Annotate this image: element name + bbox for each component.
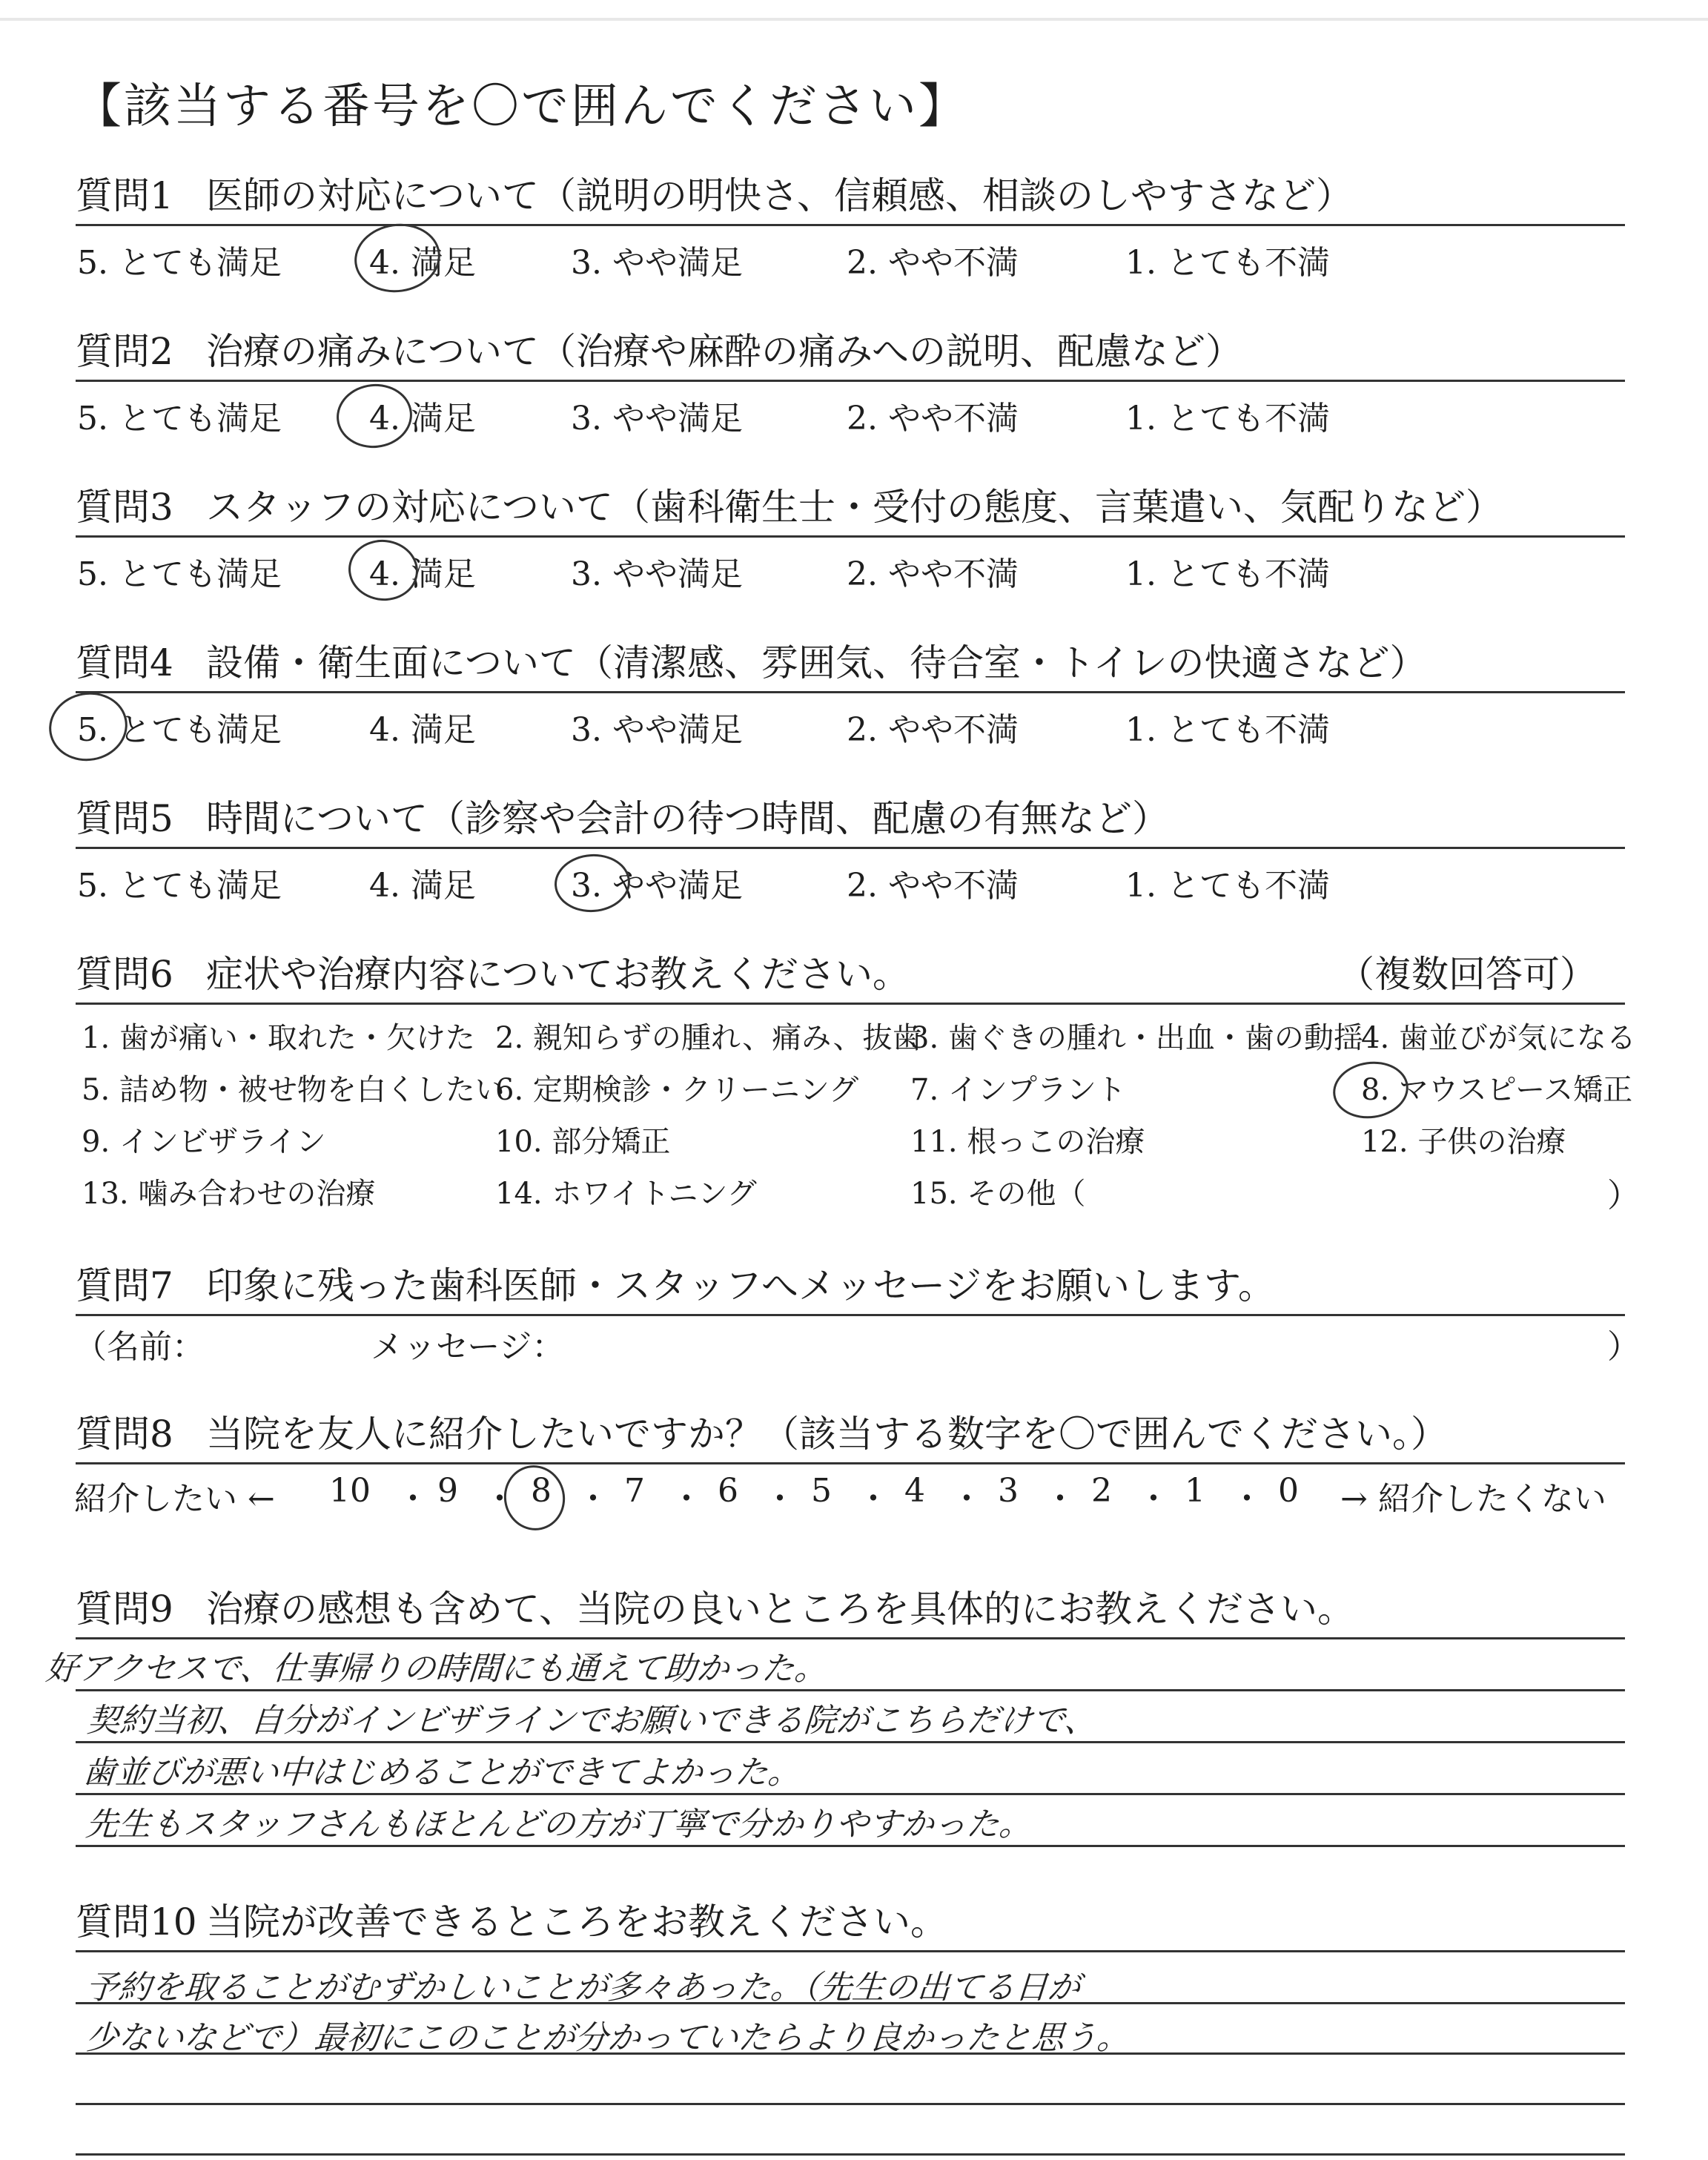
q4-option-4[interactable]: 4. 満足: [369, 711, 476, 749]
q5-option-5[interactable]: 5. とても満足: [77, 867, 282, 905]
question-2-text: 治療の痛みについて（治療や麻酔の痛みへの説明、配慮など）: [206, 330, 1242, 373]
q6-item-9[interactable]: 9. インビザライン: [82, 1125, 326, 1159]
q1-option-4[interactable]: 4. 満足: [369, 244, 476, 282]
page-heading: 【該当する番号を〇で囲んでください】: [74, 79, 968, 134]
q8-scale-dot: ・: [1044, 1480, 1076, 1518]
q10-writing-line: [76, 2103, 1625, 2105]
question-2-header: [76, 320, 1625, 382]
question-2-options: [0, 392, 1708, 436]
question-4-number: 質問4: [76, 641, 173, 684]
q9-answer-line-4: 先生もスタッフさんもほとんどの方が丁寧で分かりやすかった。: [84, 1806, 1033, 1843]
question-7-text: 印象に残った歯科医師・スタッフへメッセージをお願いします。: [206, 1264, 1275, 1307]
q6-item-12[interactable]: 12. 子供の治療: [1361, 1125, 1566, 1159]
q6-item-15[interactable]: 15. その他（: [910, 1177, 1086, 1211]
question-8-number: 質問8: [76, 1413, 173, 1456]
q6-item-13[interactable]: 13. 噛み合わせの治療: [82, 1177, 376, 1211]
q2-option-1[interactable]: 1. とても不満: [1125, 400, 1330, 437]
question-6-text: 症状や治療内容についてお教えください。: [206, 953, 910, 996]
question-8-header: [76, 1403, 1625, 1464]
q8-scale-10[interactable]: 10: [329, 1472, 371, 1510]
q8-scale-2[interactable]: 2: [1091, 1472, 1112, 1510]
q4-option-5[interactable]: 5. とても満足: [77, 711, 282, 749]
q8-scale-1[interactable]: 1: [1185, 1472, 1205, 1510]
q7-close-paren: ）: [1607, 1328, 1640, 1366]
question-10-number: 質問10: [76, 1900, 197, 1943]
question-3-options: [0, 547, 1708, 592]
q8-scale-3[interactable]: 3: [998, 1472, 1019, 1510]
q8-left-label: 紹介したい ←: [74, 1480, 275, 1518]
question-3-text: スタッフの対応について（歯科衛生士・受付の態度、言葉遣い、気配りなど）: [206, 486, 1503, 529]
q9-writing-line: [76, 1689, 1625, 1691]
q2-option-4[interactable]: 4. 満足: [369, 400, 476, 437]
q8-right-label: → 紹介したくない: [1340, 1480, 1606, 1518]
q5-option-2[interactable]: 2. やや不満: [847, 867, 1019, 905]
q3-option-5[interactable]: 5. とても満足: [77, 555, 282, 593]
question-1-text: 医師の対応について（説明の明快さ、信頼感、相談のしやすさなど）: [206, 174, 1353, 217]
q3-option-2[interactable]: 2. やや不満: [847, 555, 1019, 593]
q5-option-4[interactable]: 4. 満足: [369, 867, 476, 905]
question-5-number: 質問5: [76, 797, 173, 840]
q4-option-1[interactable]: 1. とても不満: [1125, 711, 1330, 749]
q9-answer-line-1: 好アクセスで、仕事帰りの時間にも通えて助かった。: [44, 1650, 829, 1688]
question-1-header: [76, 165, 1625, 226]
q6-item-7[interactable]: 7. インプラント: [910, 1073, 1126, 1107]
q9-writing-line: [76, 1741, 1625, 1743]
q9-answer-line-3: 歯並びが悪い中はじめることができてよかった。: [81, 1754, 802, 1791]
question-5-options: [0, 859, 1708, 903]
question-7-header: [76, 1255, 1625, 1316]
q10-answer-line-2: 少ないなどで）最初にこのことが分かっていたらより良かったと思う。: [84, 2019, 1131, 2057]
page-top-edge: [0, 18, 1708, 21]
q9-writing-line: [76, 1793, 1625, 1795]
q1-selection-circle: [350, 218, 445, 297]
q8-recommend-scale: [0, 1472, 1708, 1516]
q8-scale-dot: ・: [950, 1480, 983, 1518]
question-4-header: [76, 632, 1625, 693]
q8-selection-circle: [498, 1459, 572, 1536]
q7-name-label: （名前：: [74, 1328, 205, 1366]
question-6-header: [76, 943, 1625, 1005]
q6-item-5[interactable]: 5. 詰め物・被せ物を白くしたい: [82, 1073, 505, 1107]
q6-item-11[interactable]: 11. 根っこの治療: [910, 1125, 1145, 1159]
q8-scale-dot: ・: [764, 1480, 796, 1518]
question-3-number: 質問3: [76, 486, 173, 529]
question-5-text: 時間について（診察や会計の待つ時間、配慮の有無など）: [206, 797, 1169, 840]
q6-item-3[interactable]: 3. 歯ぐきの腫れ・出血・歯の動揺: [910, 1021, 1363, 1055]
question-8-text: 当院を友人に紹介したいですか？（該当する数字を〇で囲んでください。）: [206, 1413, 1448, 1456]
q2-option-2[interactable]: 2. やや不満: [847, 400, 1019, 437]
q1-option-5[interactable]: 5. とても満足: [77, 244, 282, 282]
q6-other-close-paren: ）: [1607, 1177, 1640, 1215]
q4-option-3[interactable]: 3. やや満足: [571, 711, 743, 749]
q8-scale-dot: ・: [577, 1480, 609, 1518]
question-6-number: 質問6: [76, 953, 173, 996]
q3-option-4[interactable]: 4. 満足: [369, 555, 476, 593]
q3-option-1[interactable]: 1. とても不満: [1125, 555, 1330, 593]
q8-scale-dot: ・: [1231, 1480, 1263, 1518]
q8-scale-dot: ・: [670, 1480, 703, 1518]
q4-selection-circle: [44, 686, 133, 767]
q8-scale-dot: ・: [397, 1480, 429, 1518]
q4-option-2[interactable]: 2. やや不満: [847, 711, 1019, 749]
q8-scale-9[interactable]: 9: [437, 1472, 458, 1510]
q1-option-3[interactable]: 3. やや満足: [571, 244, 743, 282]
question-9-number: 質問9: [76, 1588, 173, 1631]
q10-answer-line-1: 予約を取ることがむずかしいことが多々あった。（先生の出てる日が: [84, 1969, 1082, 2007]
q8-scale-dot: ・: [1137, 1480, 1170, 1518]
question-9-text: 治療の感想も含めて、当院の良いところを具体的にお教えください。: [206, 1588, 1354, 1631]
question-3-header: [76, 476, 1625, 538]
q8-scale-5[interactable]: 5: [811, 1472, 832, 1510]
q5-option-1[interactable]: 1. とても不満: [1125, 867, 1330, 905]
question-1-options: [0, 236, 1708, 280]
q6-item-10[interactable]: 10. 部分矯正: [495, 1125, 671, 1159]
q6-item-6[interactable]: 6. 定期検診・クリーニング: [495, 1073, 859, 1107]
q2-option-3[interactable]: 3. やや満足: [571, 400, 743, 437]
q10-writing-line: [76, 2153, 1625, 2156]
q6-item-4[interactable]: 4. 歯並びが気になる: [1361, 1021, 1636, 1055]
q1-option-1[interactable]: 1. とても不満: [1125, 244, 1330, 282]
q8-scale-dot: ・: [483, 1480, 516, 1518]
question-4-text: 設備・衛生面について（清潔感、雰囲気、待合室・トイレの快適さなど）: [206, 641, 1427, 684]
question-10-header: [76, 1891, 1625, 1952]
q6-item-2[interactable]: 2. 親知らずの腫れ、痛み、抜歯: [495, 1021, 922, 1055]
q9-answer-line-2: 契約当初、自分がインビザラインでお願いできる院がこちらだけで、: [85, 1702, 1099, 1740]
q8-scale-0[interactable]: 0: [1278, 1472, 1299, 1510]
q8-scale-8[interactable]: 8: [531, 1472, 552, 1510]
q6-item-1[interactable]: 1. 歯が痛い・取れた・欠けた: [82, 1021, 475, 1055]
q8-scale-4[interactable]: 4: [904, 1472, 925, 1510]
question-5-header: [76, 787, 1625, 849]
q7-message-label: メッセージ：: [371, 1328, 565, 1366]
q6-item-14[interactable]: 14. ホワイトニング: [495, 1177, 757, 1211]
question-2-number: 質問2: [76, 330, 173, 373]
q6-item-8[interactable]: 8. マウスピース矯正: [1361, 1073, 1633, 1107]
q8-scale-6[interactable]: 6: [718, 1472, 738, 1510]
q9-writing-line: [76, 1845, 1625, 1847]
q1-option-2[interactable]: 2. やや不満: [847, 244, 1019, 282]
question-4-options: [0, 703, 1708, 747]
question-6-note: （複数回答可）: [1337, 953, 1597, 996]
q5-option-3[interactable]: 3. やや満足: [571, 867, 743, 905]
q8-scale-7[interactable]: 7: [624, 1472, 645, 1510]
q2-option-5[interactable]: 5. とても満足: [77, 400, 282, 437]
q8-scale-dot: ・: [857, 1480, 890, 1518]
question-7-number: 質問7: [76, 1264, 173, 1307]
question-10-text: 当院が改善できるところをお教えください。: [206, 1900, 947, 1943]
question-1-number: 質問1: [76, 174, 173, 217]
q3-option-3[interactable]: 3. やや満足: [571, 555, 743, 593]
question-9-header: [76, 1578, 1625, 1639]
